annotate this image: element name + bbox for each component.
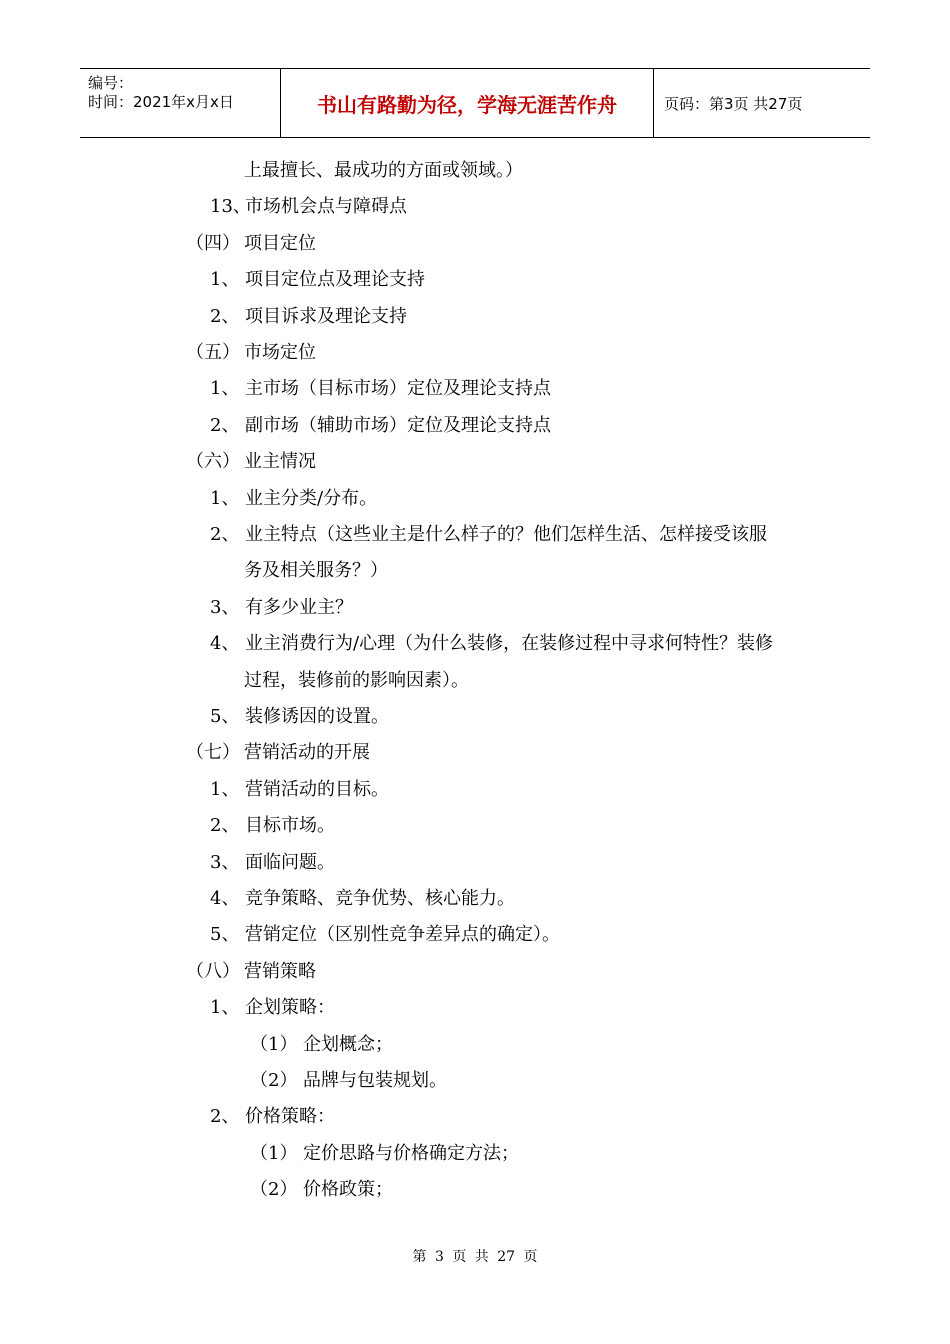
- item-text: 务及相关服务？）: [244, 560, 388, 582]
- continuation-line: [244, 160, 523, 182]
- list-item: [210, 488, 377, 510]
- item-marker: 1、: [210, 778, 240, 800]
- item-text: 业主分类/分布。: [245, 487, 378, 509]
- header-meta-cell: [80, 69, 281, 137]
- item-text: 主市场（目标市场）定位及理论支持点: [245, 378, 551, 400]
- footer-total-num: 27: [497, 1249, 516, 1265]
- item-marker: 2、: [210, 815, 240, 837]
- page-header: [80, 68, 870, 138]
- item-text: 营销策略: [244, 960, 316, 982]
- item-marker: 2、: [210, 524, 240, 545]
- item-marker: 13、: [210, 196, 251, 218]
- item-text: 项目定位点及理论支持: [245, 269, 425, 291]
- item-marker: 3、: [210, 851, 240, 873]
- item-marker: （八）: [186, 960, 240, 982]
- item-text: 营销定位（区别性竞争差异点的确定）。: [245, 924, 560, 946]
- list-item: [210, 524, 767, 546]
- header-page-cell: [654, 69, 870, 137]
- item-text: 定价思路与价格确定方法；: [303, 1142, 519, 1164]
- item-text: 项目诉求及理论支持: [245, 305, 407, 327]
- item-marker: （七）: [186, 742, 240, 764]
- list-item: [210, 633, 773, 655]
- list-item: [250, 1070, 447, 1092]
- item-text: 目标市场。: [245, 815, 335, 837]
- item-marker: 5、: [210, 706, 240, 727]
- item-text: 企划策略：: [245, 997, 335, 1019]
- item-text: 装修诱因的设置。: [245, 706, 389, 727]
- list-item: [210, 706, 389, 728]
- list-item: [210, 415, 551, 437]
- item-marker: 4、: [210, 888, 240, 909]
- item-text: 业主消费行为/心理（为什么装修，在装修过程中寻求何特性？装修: [245, 633, 774, 655]
- list-item: [250, 1179, 393, 1201]
- item-text: 面临问题。: [245, 851, 335, 873]
- continuation-line: [244, 560, 388, 582]
- item-text: 品牌与包装规划。: [303, 1070, 447, 1091]
- item-text: 营销活动的开展: [244, 742, 370, 764]
- list-item: [210, 269, 425, 291]
- item-text: 项目定位: [244, 232, 316, 254]
- item-text: 过程，装修前的影响因素）。: [244, 669, 469, 691]
- item-text: 有多少业主？: [245, 596, 353, 618]
- item-text: 价格策略：: [245, 1106, 335, 1128]
- item-marker: 4、: [210, 633, 240, 655]
- header-page-info: 页码：第3页 共27页: [664, 94, 803, 113]
- item-marker: 2、: [210, 414, 240, 436]
- list-item: [210, 306, 407, 328]
- section-heading: [186, 451, 316, 473]
- list-item: [210, 852, 335, 874]
- list-item: [210, 888, 515, 910]
- item-text: 企划概念；: [303, 1033, 393, 1055]
- item-text: 上最擅长、最成功的方面或领域。）: [244, 160, 523, 181]
- item-text: 营销活动的目标。: [245, 778, 389, 800]
- item-marker: （四）: [186, 232, 240, 254]
- item-text: 市场机会点与障碍点: [245, 196, 407, 218]
- item-marker: （2）: [250, 1070, 298, 1091]
- item-text: 价格政策；: [303, 1179, 393, 1201]
- item-marker: 1、: [210, 487, 240, 509]
- item-marker: 1、: [210, 269, 240, 291]
- item-text: 副市场（辅助市场）定位及理论支持点: [245, 414, 551, 436]
- list-item: [250, 1034, 393, 1056]
- list-item: [210, 196, 407, 218]
- list-item: [210, 378, 551, 400]
- item-marker: 3、: [210, 596, 240, 618]
- header-motto: 书山有路勤为径，学海无涯苦作舟: [317, 92, 617, 117]
- list-item: [210, 924, 560, 946]
- page-footer: [0, 1246, 950, 1266]
- item-text: 业主情况: [244, 451, 316, 473]
- footer-page-word: 第: [412, 1249, 427, 1265]
- item-marker: （1）: [250, 1033, 298, 1055]
- section-heading: [186, 342, 316, 364]
- serial-label: 编号：: [88, 74, 134, 92]
- item-text: 业主特点（这些业主是什么样子的？他们怎样生活、怎样接受该服: [245, 524, 767, 545]
- list-item: [210, 597, 353, 619]
- list-item: [210, 815, 335, 837]
- section-heading: [186, 961, 316, 983]
- list-item: [210, 997, 335, 1019]
- list-item: [250, 1143, 519, 1165]
- footer-page-unit: 页: [452, 1249, 467, 1265]
- item-marker: （2）: [250, 1179, 298, 1201]
- date-line: 时间：2021年x月x日: [88, 93, 234, 111]
- footer-total-word: 共: [474, 1249, 489, 1265]
- item-marker: 2、: [210, 305, 240, 327]
- footer-total-unit: 页: [523, 1249, 538, 1265]
- item-marker: 1、: [210, 378, 240, 400]
- item-text: 市场定位: [244, 342, 316, 363]
- section-heading: [186, 233, 316, 255]
- footer-page-num: 3: [434, 1249, 444, 1265]
- item-marker: （五）: [186, 342, 240, 363]
- item-text: 竞争策略、竞争优势、核心能力。: [245, 888, 515, 909]
- continuation-line: [244, 670, 469, 692]
- item-marker: 1、: [210, 997, 240, 1019]
- item-marker: （1）: [250, 1142, 298, 1164]
- list-item: [210, 1106, 335, 1128]
- section-heading: [186, 742, 370, 764]
- header-motto-cell: [281, 69, 654, 137]
- item-marker: （六）: [186, 451, 240, 473]
- item-marker: 5、: [210, 924, 240, 946]
- item-marker: 2、: [210, 1106, 240, 1128]
- list-item: [210, 779, 389, 801]
